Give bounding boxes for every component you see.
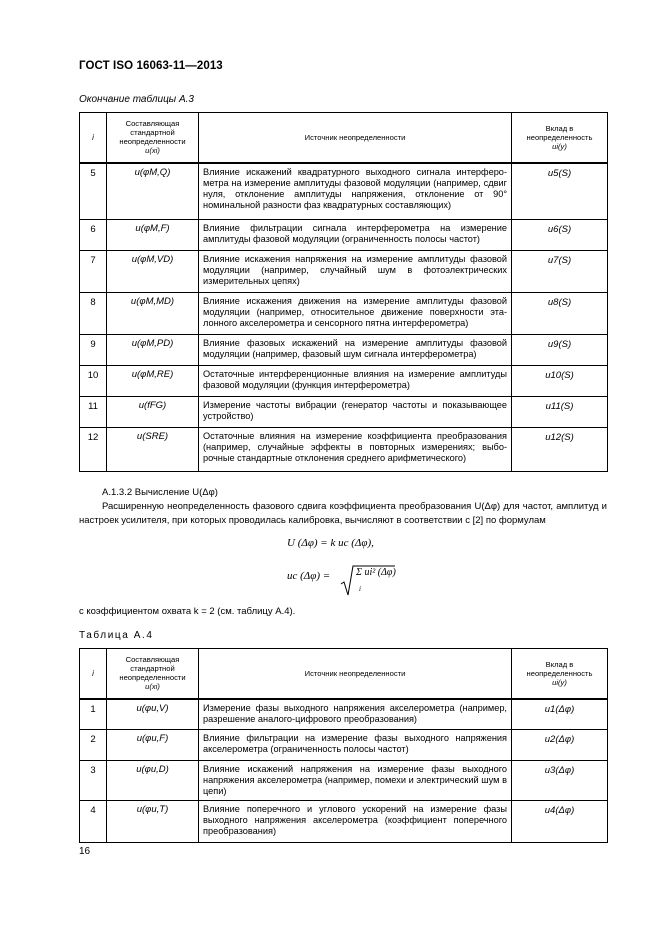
row-index: 2 bbox=[80, 730, 107, 761]
row-component: u(φM,RE) bbox=[107, 366, 199, 397]
row-contribution: u6(S) bbox=[512, 220, 608, 251]
row-contribution: u2(Δφ) bbox=[512, 730, 608, 761]
row-source: Остаточные влияния на измерение коэффициента преобразования (например, случайные эффекты в повторных измерениях; выборочные стандартные отклонения среднего арифметического) bbox=[199, 428, 512, 472]
row-index: 1 bbox=[80, 699, 107, 730]
row-index: 11 bbox=[80, 397, 107, 428]
row-source: Измерение фазы выходного напряжения акселерометра (например, разрешение аналого-цифрового преобразования) bbox=[199, 699, 512, 730]
row-source: Влияние искажения движения на измерение амплитуды фазовой модуляции (например, относительное движение поверхности эталонного акселерометра и сенсорного пятна интерферометра) bbox=[199, 293, 512, 335]
row-component: u(φM,MD) bbox=[107, 293, 199, 335]
table-a4-header-component bbox=[107, 649, 199, 699]
row-source: Влияние фазовых искажений на измерение амплитуды фазовой модуляции (например, фазовый шум сигнала интерферометра) bbox=[199, 335, 512, 366]
table-row bbox=[80, 293, 608, 335]
table-a3-header-contribution bbox=[512, 113, 608, 163]
table-a3-header-component-label: Составляющая стандартной неопределенности bbox=[119, 119, 186, 147]
table-a4 bbox=[79, 648, 608, 843]
row-index: 5 bbox=[80, 163, 107, 220]
table-a3-header-source: Источник неопределенности bbox=[199, 113, 512, 163]
table-row bbox=[80, 251, 608, 293]
table-a4-header-source: Источник неопределенности bbox=[199, 649, 512, 699]
row-contribution: u11(S) bbox=[512, 397, 608, 428]
table-row bbox=[80, 730, 608, 761]
row-index: 4 bbox=[80, 800, 107, 842]
table-a4-caption: Таблица А.4 bbox=[79, 630, 154, 641]
row-component: u(φM,PD) bbox=[107, 335, 199, 366]
row-source: Влияние искажений квадратурного выходного сигнала интерферометра на измерение амплитуды фазовой модуляции (например, сдвиг нуля, отклонение амплитуды напряжения, отклонение от 90° номинальной разности фаз квадратурных составляющих) bbox=[199, 163, 512, 220]
row-component: u(φM,Q) bbox=[107, 163, 199, 220]
row-component: u(φu,D) bbox=[107, 761, 199, 801]
row-contribution: u12(S) bbox=[512, 428, 608, 472]
row-source: Влияние искажений напряжения на измерение фазы выходного напряжения акселерометра (например, помехи и электрический шум в цепи) bbox=[199, 761, 512, 801]
table-row bbox=[80, 335, 608, 366]
table-a4-header-contribution bbox=[512, 649, 608, 699]
row-contribution: u7(S) bbox=[512, 251, 608, 293]
row-component: u(φM,VD) bbox=[107, 251, 199, 293]
section-paragraph: Расширенную неопределенность фазового сдвига коэффициента преобразования U(Δφ) для частот, амплитуд и настроек усилителя, при которых проводилась калибровка, вычисляют в соответствии с [2] по формулам bbox=[79, 501, 607, 526]
table-a3-caption: Окончание таблицы А.3 bbox=[79, 94, 194, 105]
row-source: Влияние поперечного и углового ускорений на измерение фазы выходного напряжения акселерометра (коэффициент поперечного преобразования) bbox=[199, 800, 512, 842]
table-row bbox=[80, 428, 608, 472]
section-heading: А.1.3.2 Вычисление U(Δφ) bbox=[102, 487, 218, 498]
row-index: 10 bbox=[80, 366, 107, 397]
row-index: 8 bbox=[80, 293, 107, 335]
row-contribution: u9(S) bbox=[512, 335, 608, 366]
row-contribution: u4(Δφ) bbox=[512, 800, 608, 842]
row-index: 9 bbox=[80, 335, 107, 366]
row-component: u(φu,T) bbox=[107, 800, 199, 842]
row-contribution: u3(Δφ) bbox=[512, 761, 608, 801]
row-index: 12 bbox=[80, 428, 107, 472]
table-row bbox=[80, 366, 608, 397]
table-a3-header-component bbox=[107, 113, 199, 163]
row-contribution: u5(S) bbox=[512, 163, 608, 220]
row-component: u(fFG) bbox=[107, 397, 199, 428]
formula-combined-uncertainty-lhs: uc (Δφ) = bbox=[287, 570, 331, 582]
table-row bbox=[80, 699, 608, 730]
row-contribution: u1(Δφ) bbox=[512, 699, 608, 730]
table-a3-header-i: i bbox=[80, 113, 107, 163]
page-number: 16 bbox=[79, 846, 91, 857]
table-row bbox=[80, 800, 608, 842]
table-a3-header-component-symbol: u(xi) bbox=[145, 146, 160, 156]
table-row bbox=[80, 761, 608, 801]
row-contribution: u8(S) bbox=[512, 293, 608, 335]
row-component: u(φu,V) bbox=[107, 699, 199, 730]
row-source: Влияние фильтрации сигнала интерферометра на измерение амплитуды фазовой модуляции (ограниченность полосы частот) bbox=[199, 220, 512, 251]
table-row bbox=[80, 220, 608, 251]
row-contribution: u10(S) bbox=[512, 366, 608, 397]
formula-sum-index: i bbox=[359, 585, 361, 593]
row-source: Измерение частоты вибрации (генератор частоты и показывающее устройство) bbox=[199, 397, 512, 428]
formula-combined-uncertainty-sum: Σ ui² (Δφ) bbox=[356, 567, 396, 578]
table-row bbox=[80, 163, 608, 220]
row-component: u(SRE) bbox=[107, 428, 199, 472]
row-source: Влияние искажения напряжения на измерение амплитуды фазовой модуляции (например, случайный шум в фотоэлектрических измерительных цепях) bbox=[199, 251, 512, 293]
table-a4-header-component-symbol: u(xi) bbox=[145, 682, 160, 692]
coverage-factor-note: с коэффициентом охвата k = 2 (см. таблицу А.4). bbox=[79, 606, 296, 617]
table-row bbox=[80, 397, 608, 428]
table-a3 bbox=[79, 112, 608, 472]
table-a4-header-contribution-label: Вклад в неопределенность bbox=[526, 659, 593, 678]
row-index: 6 bbox=[80, 220, 107, 251]
row-source: Остаточные интерференционные влияния на измерение амплитуды фазовой модуляции (функция интерферометра) bbox=[199, 366, 512, 397]
table-a4-header-i: i bbox=[80, 649, 107, 699]
table-a3-header-contribution-label: Вклад в неопределенность bbox=[526, 123, 593, 142]
table-a4-header-contribution-symbol: ui(y) bbox=[552, 677, 567, 687]
table-a4-header-component-label: Составляющая стандартной неопределенности bbox=[119, 655, 186, 683]
row-source: Влияние фильтрации на измерение фазы выходного напряжения акселерометра (ограниченность полосы частот) bbox=[199, 730, 512, 761]
row-component: u(φu,F) bbox=[107, 730, 199, 761]
row-index: 7 bbox=[80, 251, 107, 293]
row-index: 3 bbox=[80, 761, 107, 801]
document-standard-header: ГОСТ ISO 16063-11—2013 bbox=[79, 60, 223, 72]
row-component: u(φM,F) bbox=[107, 220, 199, 251]
table-a3-header-contribution-symbol: ui(y) bbox=[552, 141, 567, 151]
formula-expanded-uncertainty: U (Δφ) = k uc (Δφ), bbox=[287, 537, 374, 549]
